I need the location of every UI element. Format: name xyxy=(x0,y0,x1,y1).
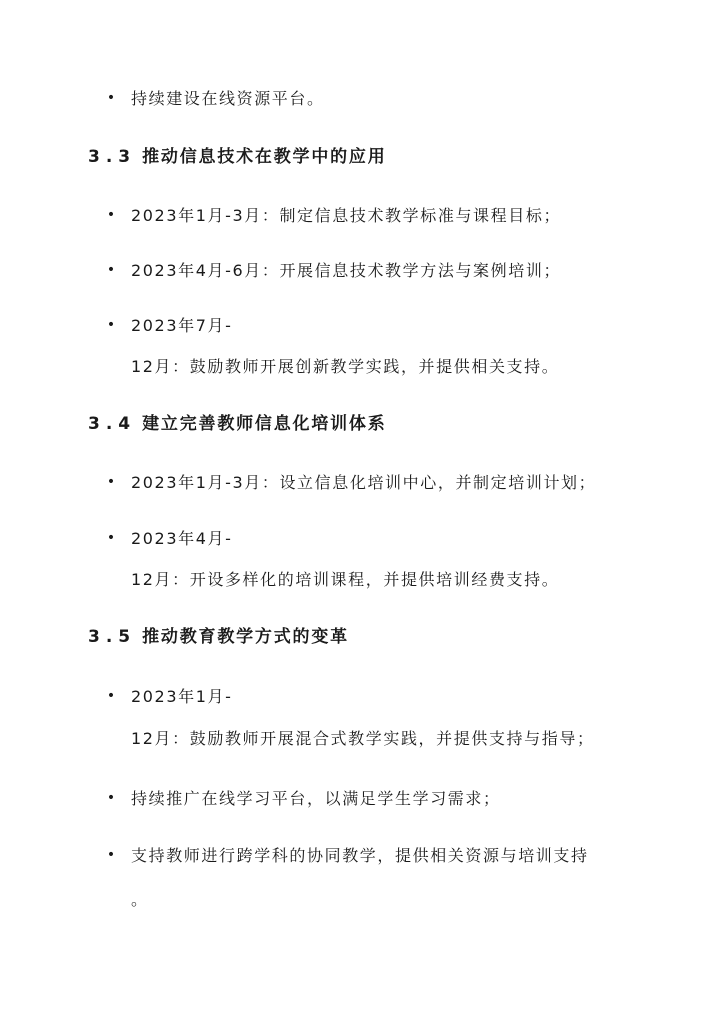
list-item-text: 2023年1月-3月：设立信息化培训中心，并制定培训计划； xyxy=(131,473,597,492)
list-item-text: 持续推广在线学习平台，以满足学生学习需求； xyxy=(131,789,501,808)
bullet-icon: • xyxy=(106,262,116,278)
list-item-text-continued: 。 xyxy=(131,890,149,909)
section-title: 推动信息技术在教学中的应用 xyxy=(142,147,387,167)
section-title: 建立完善教师信息化培训体系 xyxy=(142,414,387,434)
section-number: 3.3 xyxy=(88,147,137,167)
section-title: 推动教育教学方式的变革 xyxy=(142,627,349,647)
list-item-text: 2023年1月-3月：制定信息技术教学标准与课程目标； xyxy=(131,206,562,225)
bullet-icon: • xyxy=(106,530,116,546)
bullet-icon: • xyxy=(106,317,116,333)
list-item-text: 2023年4月-6月：开展信息技术教学方法与案例培训； xyxy=(131,261,562,280)
list-item-text: 2023年7月- xyxy=(131,316,233,335)
section-heading xyxy=(88,145,387,169)
bullet-icon: • xyxy=(106,207,116,223)
bullet-icon: • xyxy=(106,474,116,490)
list-item-text: 持续建设在线资源平台。 xyxy=(131,89,325,108)
list-item-text: 2023年1月- xyxy=(131,687,233,706)
list-item-text-continued: 12月：鼓励教师开展创新教学实践，并提供相关支持。 xyxy=(131,357,560,376)
list-item-text: 支持教师进行跨学科的协同教学，提供相关资源与培训支持 xyxy=(131,846,589,865)
bullet-icon: • xyxy=(106,847,116,863)
bullet-icon: • xyxy=(106,688,116,704)
section-heading xyxy=(88,625,349,649)
list-item-text: 2023年4月- xyxy=(131,529,233,548)
section-number: 3.4 xyxy=(88,414,137,434)
list-item-text-continued: 12月：开设多样化的培训课程，并提供培训经费支持。 xyxy=(131,570,560,589)
bullet-icon: • xyxy=(106,790,116,806)
section-heading xyxy=(88,412,387,436)
section-number: 3.5 xyxy=(88,627,137,647)
bullet-icon: • xyxy=(106,90,116,106)
list-item-text-continued: 12月：鼓励教师开展混合式教学实践，并提供支持与指导； xyxy=(131,729,595,748)
